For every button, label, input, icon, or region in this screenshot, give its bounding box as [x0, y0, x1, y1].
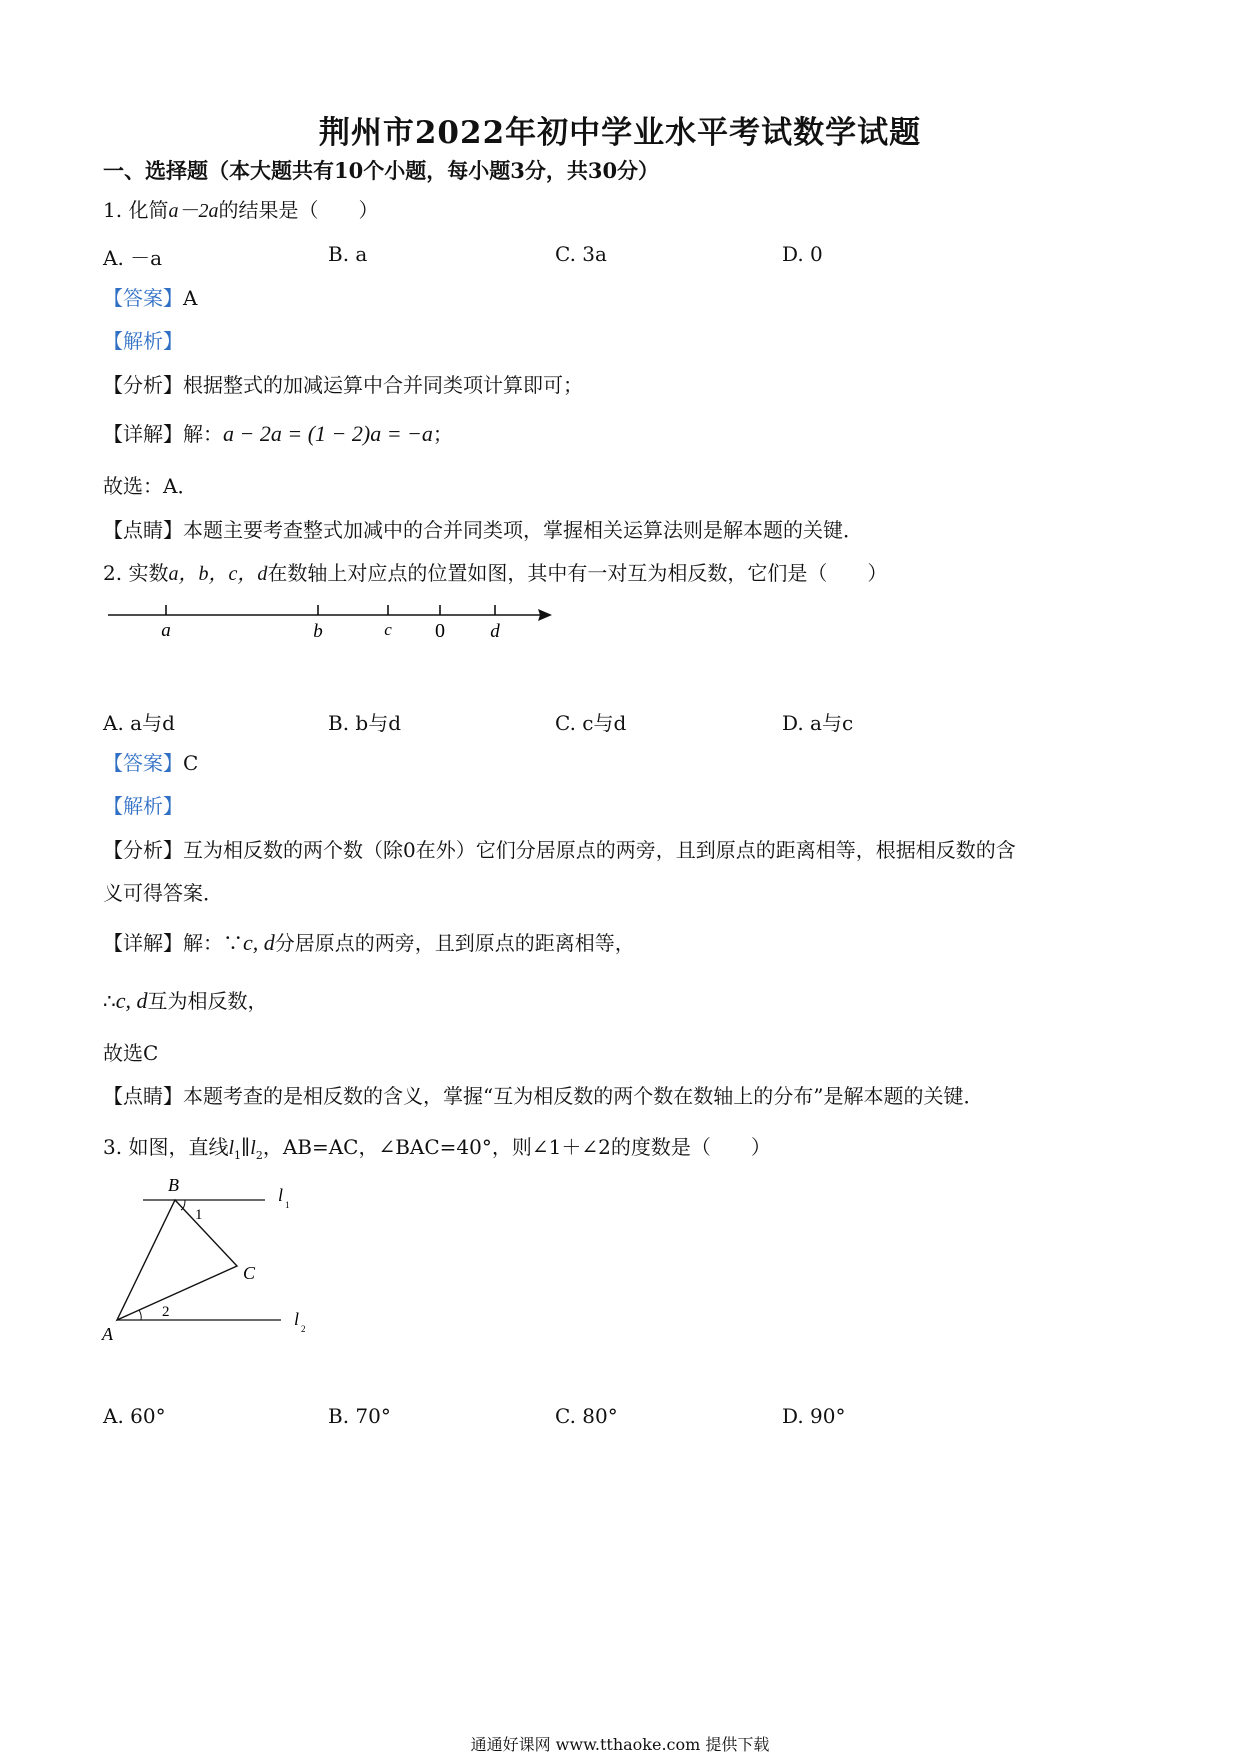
q1-option-d: D. 0 [782, 242, 823, 266]
answer-value: C [183, 751, 199, 775]
triangle-figure [95, 1170, 325, 1350]
point-b-label: B [168, 1175, 179, 1195]
angle-1-label: 1 [195, 1207, 203, 1223]
page-title: 荆州市2022年初中学业水平考试数学试题 [318, 115, 922, 151]
q3-option-d: D. 90° [782, 1404, 846, 1428]
fenxi-tag: 【分析】 [103, 838, 183, 862]
q3-line-l2: l [250, 1137, 256, 1159]
angle-2-label: 2 [162, 1304, 170, 1320]
point-a-label: A [102, 1324, 113, 1344]
q3-line-l2-sub: 2 [255, 1149, 263, 1162]
q2-answer [103, 751, 198, 775]
xiangjie-prefix: 解： [183, 422, 223, 446]
fenxi-text: 互为相反数的两个数（除0在外）它们分居原点的两旁，且到原点的距离相等，根据相反数的含 [183, 838, 1016, 862]
xiangjie-tag: 【详解】 [103, 931, 183, 955]
label-zero: 0 [435, 620, 445, 642]
q1-analysis-tag: 【解析】 [103, 329, 183, 353]
label-c: c [384, 620, 392, 639]
q2-stem [103, 561, 887, 586]
number-line-arrow [538, 609, 552, 621]
xiangjie-tail: 分居原点的两旁，且到原点的距离相等， [274, 931, 635, 955]
number-line-figure [100, 595, 570, 655]
q2-option-d: D. a与c [782, 711, 854, 735]
q3-option-c: C. 80° [555, 1404, 618, 1428]
q2-stem-tail: 在数轴上对应点的位置如图，其中有一对互为相反数，它们是（ ） [267, 561, 888, 585]
line-l2-sub-label: 2 [301, 1324, 306, 1334]
therefore-math: c, d [115, 988, 148, 1013]
dianjing-text: 本题主要考查整式加减中的合并同类项，掌握相关运算法则是解本题的关键． [183, 518, 863, 542]
dianjing-tag: 【点睛】 [103, 518, 183, 542]
answer-value: A [183, 286, 198, 310]
q3-line-l1-sub: 1 [234, 1149, 242, 1162]
therefore-symbol: ∴ [103, 989, 116, 1013]
fenxi-tag: 【分析】 [103, 373, 183, 397]
q2-therefore [103, 989, 268, 1013]
q1-dianjing [103, 518, 863, 542]
q1-option-c: C. 3a [555, 242, 607, 266]
section-heading: 一、选择题（本大题共有10个小题，每小题3分，共30分） [103, 158, 660, 183]
page-footer: 通通好课网 www.tthaoke.com 提供下载 [470, 1735, 770, 1754]
line-l1-sub-label: 1 [285, 1200, 290, 1210]
q2-stem-vars: a，b，c，d [168, 563, 268, 585]
line-l2-label: l [294, 1309, 300, 1329]
q1-stem-tail: 的结果是（ ） [218, 198, 379, 222]
xiangjie-tag: 【详解】 [103, 422, 183, 446]
answer-tag: 【答案】 [103, 751, 183, 775]
angle-1-arc [181, 1200, 185, 1210]
q1-fenxi [103, 373, 583, 397]
q1-option-b: B. a [328, 242, 368, 266]
q2-option-b: B. b与d [328, 711, 402, 735]
dianjing-text: 本题考查的是相反数的含义，掌握“互为相反数的两个数在数轴上的分布”是解本题的关键． [183, 1084, 984, 1108]
label-b: b [313, 621, 323, 642]
label-a: a [161, 620, 171, 641]
q1-guxuan: 故选：A． [103, 474, 198, 498]
q3-stem [103, 1135, 771, 1168]
q3-option-b: B. 70° [328, 1404, 391, 1428]
q1-xiangjie [103, 422, 453, 446]
q1-expression: a－2a [168, 200, 219, 222]
q2-dianjing [103, 1084, 983, 1108]
line-l1-label: l [278, 1185, 284, 1205]
q3-line-l1: l [228, 1137, 235, 1159]
triangle-abc [117, 1200, 237, 1320]
xiangjie-math: c, d [243, 930, 275, 955]
point-c-label: C [243, 1263, 256, 1283]
q2-option-c: C. c与d [555, 711, 627, 735]
q3-option-a: A. 60° [103, 1404, 166, 1428]
dianjing-tag: 【点睛】 [103, 1084, 183, 1108]
answer-tag: 【答案】 [103, 286, 183, 310]
q2-fenxi-line1 [103, 838, 1016, 862]
q1-stem-prefix: 1. 化简 [103, 198, 169, 222]
q2-analysis-tag: 【解析】 [103, 794, 183, 818]
q2-option-a: A. a与d [103, 711, 175, 735]
q1-stem [103, 198, 378, 223]
q3-stem-prefix: 3. 如图，直线 [103, 1135, 229, 1159]
angle-2-arc [139, 1310, 141, 1320]
xiangjie-prefix: 解：∵ [183, 931, 243, 955]
q1-option-a: A. －a [103, 246, 163, 270]
fenxi-text: 根据整式的加减运算中合并同类项计算即可； [183, 373, 583, 397]
q2-fenxi-line2: 义可得答案． [103, 881, 223, 905]
label-d: d [490, 621, 500, 642]
q2-xiangjie [103, 931, 635, 955]
xiangjie-suffix: ； [432, 422, 453, 446]
q2-guxuan: 故选C [103, 1041, 159, 1065]
q2-stem-prefix: 2. 实数 [103, 561, 169, 585]
q1-answer [103, 286, 197, 310]
q3-parallel-symbol: ∥ [241, 1135, 251, 1159]
therefore-tail: 互为相反数， [147, 989, 268, 1013]
xiangjie-math: a − 2a = (1 − 2)a = −a [223, 421, 433, 446]
q3-stem-mid: ，AB=AC，∠BAC=40°，则∠1＋∠2的度数是（ ） [262, 1135, 771, 1159]
